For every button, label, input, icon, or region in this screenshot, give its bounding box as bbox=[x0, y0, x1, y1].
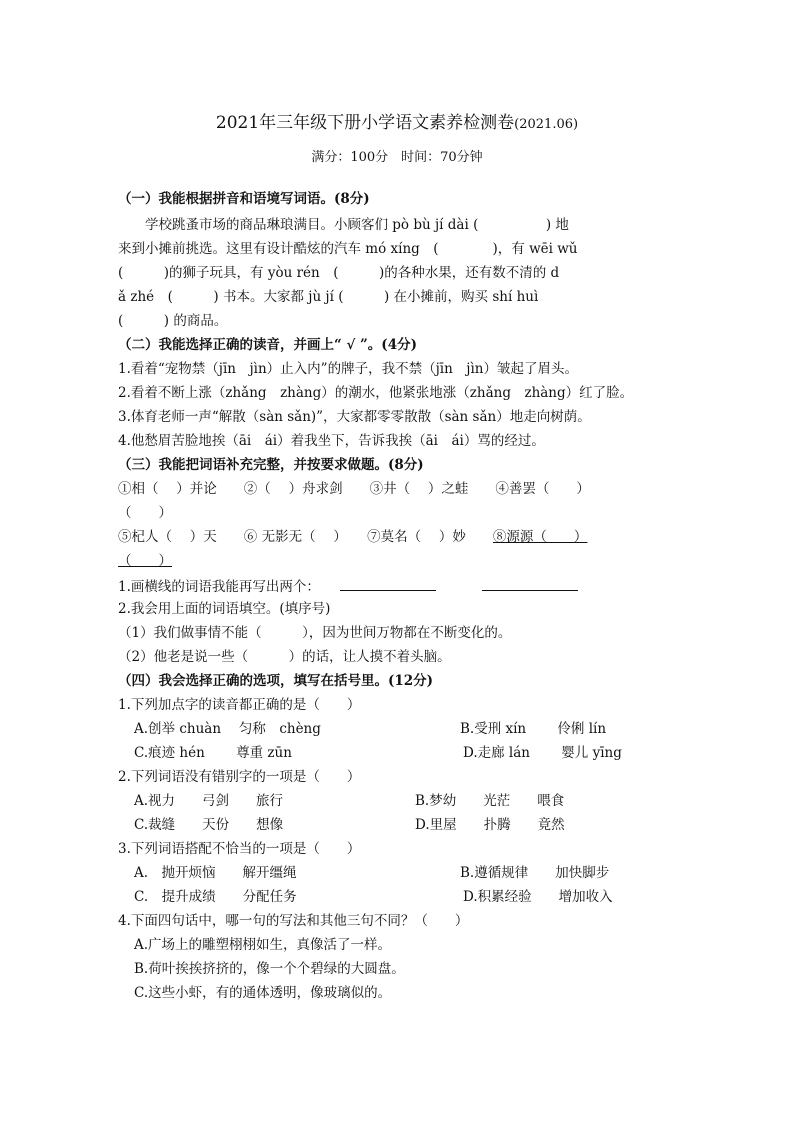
answer-blank-1[interactable] bbox=[340, 576, 436, 591]
page-title bbox=[0, 108, 794, 133]
section-3-question-1 bbox=[118, 576, 578, 596]
section-2-line-3: 3.体育老师一声“解散（sàn sǎn)”，大家都零零散散（sàn sǎn）地走向树荫。 bbox=[118, 409, 591, 425]
answer-blank-2[interactable] bbox=[482, 576, 578, 591]
section-3-question-1-text: 1.画横线的词语我能再写出两个： bbox=[118, 579, 320, 595]
section-3-heading: （三）我能把词语补充完整，并按要求做题。(8分) bbox=[118, 457, 424, 473]
section-1-line-3: ( )的狮子玩具，有 yòu rén ( )的各种水果，还有数不清的 d bbox=[118, 265, 560, 281]
section-3-question-2b: （2）他老是说一些（ ）的话，让人摸不着头脑。 bbox=[118, 649, 451, 665]
q4-option-b: B.荷叶挨挨挤挤的，像一个个碧绿的大圆盘。 bbox=[134, 961, 405, 977]
q2-option-a: A.视力 弓剑 旅行 bbox=[134, 793, 284, 809]
q4-option-c: C.这些小虾，有的通体透明，像玻璃似的。 bbox=[134, 985, 392, 1001]
q3-option-c: C. 提升成绩 分配任务 bbox=[134, 889, 297, 905]
score-time-line: 满分：100分 时间：70分钟 bbox=[311, 150, 483, 165]
section-3-line-3 bbox=[118, 528, 587, 546]
section-1-heading: （一）我能根据拼音和语境写词语。(8分) bbox=[118, 191, 370, 207]
section-4-question-1: 1.下列加点字的读音都正确的是（ ） bbox=[118, 697, 361, 713]
q1-option-a: A.创举 chuàn 匀称 chèng bbox=[134, 721, 321, 737]
section-4-question-3: 3.下列词语搭配不恰当的一项是（ ） bbox=[118, 841, 361, 857]
section-2-line-4: 4.他愁眉苦脸地挨（āi ái）着我坐下，告诉我挨（āi ái）骂的经过。 bbox=[118, 433, 545, 449]
section-3-line-3-text: ⑤杞人（ ）天 ⑥ 无影无（ ） ⑦莫名（ ）妙 bbox=[118, 529, 493, 545]
q2-option-b: B.梦幼 光茫 喂食 bbox=[415, 793, 565, 809]
section-3-line-2: （ ） bbox=[118, 505, 172, 521]
q4-option-a: A.广场上的雕塑栩栩如生，真像活了一样。 bbox=[134, 937, 392, 953]
q2-option-d: D.里屋 扑腾 竟然 bbox=[415, 817, 565, 833]
section-3-question-2: 2.我会用上面的词语填空。(填序号) bbox=[118, 601, 331, 617]
section-3-line-1: ①相（ ）并论 ②（ ）舟求剑 ③井（ ）之蛙 ④善罢（ ） bbox=[118, 481, 590, 497]
q1-option-c: C.痕迹 hén 尊重 zūn bbox=[134, 745, 292, 761]
title-date: (2021.06) bbox=[514, 117, 579, 132]
q3-option-a: A. 抛开烦恼 解开缰绳 bbox=[134, 865, 297, 881]
section-1-line-4: ǎ zhé ( ) 书本。大家都 jù jí ( ) 在小摊前，购买 shí huì bbox=[118, 289, 539, 305]
section-4-question-4: 4.下面四句话中，哪一句的写法和其他三句不同？（ ） bbox=[118, 913, 469, 929]
section-3-question-2a: （1）我们做事情不能（ ），因为世间万物都在不断变化的。 bbox=[118, 625, 512, 641]
section-4-heading: （四）我会选择正确的选项，填写在括号里。(12分) bbox=[118, 673, 434, 689]
q1-option-d: D.走廊 lán 婴儿 yīng bbox=[463, 745, 622, 761]
section-2-line-1: 1.看着“宠物禁（jīn jìn）止入内”的牌子，我不禁（jīn jìn）皱起了眉头。 bbox=[118, 361, 578, 377]
title-text: 2021年三年级下册小学语文素养检测卷 bbox=[215, 113, 515, 133]
section-1-line-5: ( ) 的商品。 bbox=[118, 313, 228, 329]
q3-option-b: B.遵循规律 加快脚步 bbox=[460, 865, 610, 881]
q1-option-b: B.受刑 xín 伶俐 lín bbox=[460, 721, 607, 737]
section-2-heading: （二）我能选择正确的读音，并画上“ √ ”。(4分) bbox=[118, 337, 417, 353]
q3-option-d: D.积累经验 增加收入 bbox=[463, 889, 613, 905]
section-1-line-2: 来到小摊前挑选。这里有设计酷炫的汽车 mó xíng ( )，有 wēi wǔ bbox=[118, 241, 578, 257]
q2-option-c: C.裁缝 天份 想像 bbox=[134, 817, 284, 833]
section-2-line-2: 2.看着不断上涨（zhǎng zhàng）的潮水，他紧张地涨（zhǎng zhàng）红了脸。 bbox=[118, 385, 634, 401]
section-1-line-1: 学校跳蚤市场的商品琳琅满目。小顾客们 pò bù jí dài ( ) 地 bbox=[118, 217, 569, 233]
section-4-question-2: 2.下列词语没有错别字的一项是（ ） bbox=[118, 769, 361, 785]
section-3-line-4: （ ） bbox=[118, 553, 172, 569]
underlined-word: ⑧源源（ ） bbox=[492, 529, 588, 545]
